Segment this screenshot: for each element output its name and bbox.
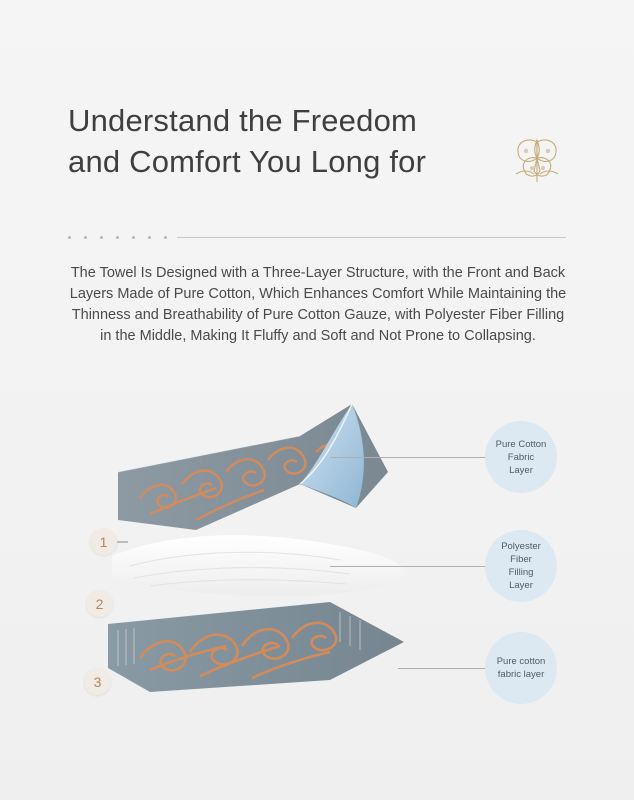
product-layer-illustration bbox=[0, 380, 634, 740]
callout-polyester-fiber-filling-layer bbox=[485, 530, 557, 602]
callout-3-line-2: fabric layer bbox=[497, 669, 545, 680]
cotton-flower-icon bbox=[496, 112, 578, 194]
divider-dot bbox=[68, 236, 71, 239]
layer-badge-2: 2 bbox=[86, 590, 113, 617]
callout-3-line-1: Pure cotton bbox=[496, 656, 546, 667]
page-title-line-1: Understand the Freedom bbox=[68, 103, 418, 138]
divider-dot bbox=[84, 236, 87, 239]
divider bbox=[68, 232, 566, 242]
divider-dot bbox=[164, 236, 167, 239]
callout-1-line-1: Pure Cotton bbox=[495, 438, 547, 450]
divider-dot bbox=[132, 236, 135, 239]
divider-dots bbox=[68, 236, 167, 239]
leader-line-3 bbox=[398, 668, 486, 669]
callout-2-line-4: Layer bbox=[509, 580, 533, 591]
callout-2-line-3: Filling bbox=[508, 567, 534, 578]
callout-pure-cotton-fabric-layer bbox=[485, 421, 557, 493]
divider-rule bbox=[177, 237, 566, 238]
description-paragraph: The Towel Is Designed with a Three-Layer Structure, with the Front and Back Layers Made of Pure Cotton, Which Enhances Comfort While Maintaining the Thinness and Breathability of Pure Cotton Gauze, with Polyester Fiber Filling in the Middle, Making It Fluffy and Soft and Not Prone to Collapsing. bbox=[69, 264, 567, 344]
callout-2-line-2: Fiber bbox=[510, 554, 532, 565]
divider-dot bbox=[116, 236, 119, 239]
callout-1-line-3: Layer bbox=[509, 464, 533, 476]
callout-2-line-1: Polyester bbox=[501, 541, 541, 552]
callout-pure-cotton-fabric-layer-bottom bbox=[485, 632, 557, 704]
leader-line-2 bbox=[330, 566, 486, 567]
page-title-line-2: and Comfort You Long for bbox=[68, 144, 427, 179]
divider-dot bbox=[100, 236, 103, 239]
layer-badge-1: 1 bbox=[90, 528, 117, 555]
divider-dot bbox=[148, 236, 151, 239]
page-title bbox=[68, 100, 498, 182]
layer-badge-3: 3 bbox=[84, 668, 111, 695]
leader-line-1 bbox=[330, 457, 486, 458]
callout-1-line-2: Fabric bbox=[507, 451, 535, 463]
